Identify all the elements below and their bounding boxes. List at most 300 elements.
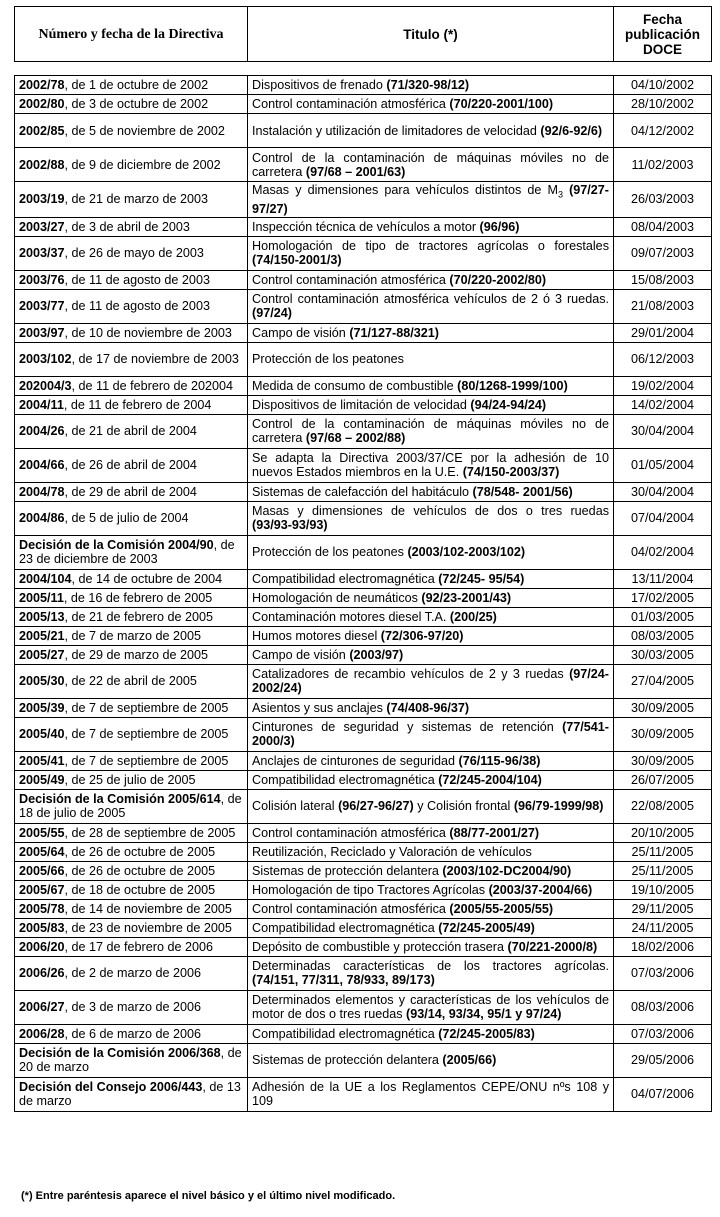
table-row [15,770,712,789]
directive-number-date [15,535,248,569]
directive-date: , de 26 de octubre de 2005 [64,863,216,878]
table-row [15,664,712,698]
directive-number: 2005/78 [19,901,65,916]
directive-number: 2003/19 [19,192,65,207]
title-text: Control contaminación atmosférica vehículos de 2 ó 3 ruedas. [252,292,609,307]
title-text: Compatibilidad electromagnética [252,1026,439,1041]
table-row [15,607,712,626]
base-modified-reference: (97/24-2002/24) [252,667,609,696]
title-text: Determinadas características de los tractores agrícolas. [252,959,609,974]
directive-title [248,607,614,626]
title-text: Sistemas de protección delantera [252,1053,443,1068]
table-row [15,342,712,376]
base-modified-reference: (78/548- 2001/56) [472,484,573,499]
table-row [15,588,712,607]
table-row [15,717,712,751]
directive-title [248,645,614,664]
directive-number-date [15,182,248,218]
title-text: Depósito de combustible y protección trasera [252,939,508,954]
directive-title [248,770,614,789]
directive-number: 2003/37 [19,246,65,261]
doce-publication-date: 19/02/2004 [614,376,712,395]
directive-date: , de 7 de septiembre de 2005 [64,753,229,768]
directive-number-date [15,664,248,698]
directive-title [248,501,614,535]
title-text: Homologación de tipo Tractores Agrícolas [252,882,489,897]
title-text: Cinturones de seguridad y sistemas de retención [252,720,563,735]
doce-publication-date: 18/02/2006 [614,937,712,956]
directive-date: , de 7 de septiembre de 2005 [64,727,229,742]
directive-title [248,414,614,448]
directive-title [248,76,614,95]
title-text: Homologación de tipo de tractores agrícolas o forestales [252,239,609,254]
directive-title [248,899,614,918]
title-text: Masas y dimensiones para vehículos distintos de M [252,183,558,197]
title-text: Contaminación motores diesel T.A. [252,609,450,624]
directive-number-date [15,956,248,990]
directive-date: , de 29 de abril de 2004 [64,484,197,499]
directive-number-date [15,323,248,342]
directive-number: 2004/11 [19,397,64,412]
table-row [15,990,712,1024]
doce-publication-date: 30/03/2005 [614,645,712,664]
directive-number: 2006/28 [19,1026,65,1041]
directive-title [248,956,614,990]
table-row [15,1077,712,1111]
directive-number: 2002/80 [19,97,65,111]
directive-number-date [15,236,248,270]
doce-publication-date: 04/07/2006 [614,1077,712,1111]
directive-number: 2003/27 [19,219,65,234]
doce-publication-date: 07/03/2006 [614,956,712,990]
base-modified-reference: (94/24-94/24) [470,397,547,412]
title-text: Control de la contaminación de máquinas móviles no de carretera [252,417,609,446]
directive-date: , de 7 de septiembre de 2005 [64,700,229,715]
table-row [15,842,712,861]
directive-number: 2004/78 [19,484,65,499]
directive-number: 2004/26 [19,424,65,439]
table-row [15,626,712,645]
base-modified-reference: (97/24) [252,306,292,321]
directive-title [248,270,614,289]
directive-date: , de 21 de febrero de 2005 [64,609,213,624]
directive-date: , de 18 de julio de 2005 [19,792,242,821]
directive-title [248,289,614,323]
base-modified-reference: (80/1268-1999/100) [457,378,568,393]
directive-title [248,342,614,376]
directive-number-date [15,842,248,861]
directive-date: , de 22 de abril de 2005 [64,674,197,689]
doce-publication-date: 08/03/2005 [614,626,712,645]
title-text: Control contaminación atmosférica [252,901,450,916]
directive-number-date [15,114,248,148]
title-text: Anclajes de cinturones de seguridad [252,753,459,768]
base-modified-reference: (72/245- 95/54) [438,571,525,586]
directive-date: , de 21 de abril de 2004 [64,424,197,439]
doce-publication-date: 07/04/2004 [614,501,712,535]
directive-date: , de 9 de diciembre de 2002 [64,157,221,172]
directive-number: 2005/64 [19,844,65,859]
directive-number-date [15,861,248,880]
directive-date: , de 5 de julio de 2004 [64,511,189,526]
directive-title [248,376,614,395]
title-text: Humos motores diesel [252,628,381,643]
base-modified-reference: (70/221-2000/8) [507,939,598,954]
base-modified-reference: (97/27-97/27) [252,183,609,216]
header-fecha-line1: Fecha [642,11,683,27]
directive-number-date [15,76,248,95]
directive-title [248,217,614,236]
directive-title [248,114,614,148]
directives-table [14,75,712,1112]
directive-number: 2002/78 [19,78,65,92]
directive-number-date [15,376,248,395]
directive-number: 2005/40 [19,727,65,742]
directive-number-date [15,270,248,289]
title-text: Protección de los peatones [252,545,408,560]
doce-publication-date: 30/09/2005 [614,751,712,770]
directive-number: 2005/30 [19,674,65,689]
doce-publication-date: 06/12/2003 [614,342,712,376]
doce-publication-date: 01/03/2005 [614,607,712,626]
base-modified-reference: (77/541-2000/3) [252,720,609,749]
table-row [15,1043,712,1077]
doce-publication-date: 22/08/2005 [614,789,712,823]
directive-title [248,717,614,751]
base-modified-reference: (72/245-2005/49) [438,920,535,935]
directive-title [248,182,614,218]
doce-publication-date: 11/02/2003 [614,148,712,182]
table-row [15,880,712,899]
base-modified-reference: (71/127-88/321) [349,325,439,340]
directive-number: 2005/41 [19,753,65,768]
table-row [15,95,712,114]
table-row [15,448,712,482]
doce-publication-date: 21/08/2003 [614,289,712,323]
directive-number: 2006/26 [19,966,65,981]
directive-title [248,535,614,569]
table-row [15,918,712,937]
directive-title [248,861,614,880]
base-modified-reference: (2005/55-2005/55) [449,901,554,916]
directive-number: 2005/39 [19,700,65,715]
directive-number: 2003/77 [19,299,65,314]
footnote: (*) Entre paréntesis aparece el nivel básico y el último nivel modificado. [21,1190,396,1202]
directive-date: , de 11 de febrero de 202004 [71,378,234,393]
directive-number-date [15,95,248,114]
base-modified-reference: (96/96) [479,219,520,234]
directive-title [248,1024,614,1043]
directive-number-date [15,607,248,626]
directive-number-date [15,717,248,751]
doce-publication-date: 08/03/2006 [614,990,712,1024]
directive-title [248,448,614,482]
table-row [15,236,712,270]
table-row [15,698,712,717]
directive-date: , de 21 de marzo de 2003 [64,192,209,207]
directive-number-date [15,289,248,323]
doce-publication-date: 24/11/2005 [614,918,712,937]
table-row [15,751,712,770]
doce-publication-date: 01/05/2004 [614,448,712,482]
directive-date: , de 10 de noviembre de 2003 [64,325,232,340]
table-row [15,645,712,664]
directives-table-body [15,76,712,1112]
directive-date: , de 25 de julio de 2005 [64,772,196,787]
directive-title [248,842,614,861]
directive-number-date [15,937,248,956]
directive-date: , de 6 de marzo de 2006 [64,1026,202,1041]
directive-date: , de 14 de octubre de 2004 [71,571,223,586]
table-row [15,289,712,323]
directive-number: Decisión de la Comisión 2005/614 [19,792,221,807]
directive-number: 2005/49 [19,772,65,787]
directive-title [248,937,614,956]
directive-date: , de 11 de agosto de 2003 [64,272,210,287]
directive-title [248,395,614,414]
doce-publication-date: 04/02/2004 [614,535,712,569]
directive-title [248,236,614,270]
header-table [14,6,712,62]
table-row [15,569,712,588]
title-text: Asientos y sus anclajes [252,700,387,715]
base-modified-reference: (70/220-2001/100) [449,97,554,111]
directive-title [248,789,614,823]
directive-number-date [15,751,248,770]
directive-date: , de 20 de marzo [19,1046,242,1075]
title-text: Determinados elementos y características de los vehículos de motor de dos o tres ruedas [252,993,609,1022]
directive-number: Decisión de la Comisión 2004/90 [19,538,214,553]
title-text: Inspección técnica de vehículos a motor [252,219,480,234]
base-modified-reference: (2003/97) [349,647,404,662]
directive-date: , de 23 de noviembre de 2005 [64,920,232,935]
directive-number: 2005/11 [19,590,64,605]
directive-date: , de 3 de octubre de 2002 [64,97,209,111]
table-row [15,789,712,823]
directive-date: , de 16 de febrero de 2005 [63,590,213,605]
title-text: Compatibilidad electromagnética [252,920,439,935]
directive-number-date [15,1024,248,1043]
header-fecha-line2: publicación [624,26,700,42]
directive-number: 2003/97 [19,325,65,340]
header-fecha-doce [614,7,712,62]
directive-number-date [15,626,248,645]
directive-date: , de 11 de agosto de 2003 [64,299,210,314]
directive-date: , de 3 de marzo de 2006 [64,1000,202,1015]
directive-date: , de 17 de noviembre de 2003 [71,352,239,367]
directive-number: 2006/27 [19,1000,65,1015]
directive-title [248,482,614,501]
directive-number-date [15,789,248,823]
directive-number: 2005/13 [19,609,65,624]
title-text: Dispositivos de limitación de velocidad [252,397,471,412]
title-text: Reutilización, Reciclado y Valoración de vehículos [252,844,532,859]
doce-publication-date: 29/11/2005 [614,899,712,918]
base-modified-reference: (2005/66) [442,1053,497,1068]
base-modified-reference: (74/150-2001/3) [252,253,342,268]
base-modified-reference: (74/408-96/37) [386,700,470,715]
title-text: Instalación y utilización de limitadores de velocidad [252,123,541,138]
directive-date: , de 23 de diciembre de 2003 [19,538,235,567]
base-modified-reference: (72/245-2004/104) [438,772,542,787]
doce-publication-date: 19/10/2005 [614,880,712,899]
directive-title [248,1077,614,1111]
table-row [15,956,712,990]
base-modified-reference: (72/306-97/20) [380,628,464,643]
directive-title [248,626,614,645]
directive-number: 2004/66 [19,458,65,473]
table-row [15,861,712,880]
base-modified-reference: (2003/102-DC2004/90) [442,863,572,878]
base-modified-reference: (96/27-96/27) [338,799,414,814]
table-row [15,414,712,448]
base-modified-reference: (97/68 – 2002/88) [305,431,406,446]
title-text: Medida de consumo de combustible [252,378,458,393]
title-text: Dispositivos de frenado [252,78,387,92]
directive-title [248,918,614,937]
base-modified-reference: (76/115-96/38) [458,753,541,768]
directive-date: , de 1 de octubre de 2002 [64,78,209,92]
directive-number: Decisión de la Comisión 2006/368 [19,1046,221,1061]
title-text: Control de la contaminación de máquinas móviles no de carretera [252,150,609,179]
table-row [15,114,712,148]
base-modified-reference: (92/6-92/6) [540,123,603,138]
directive-number-date [15,342,248,376]
directive-number-date [15,588,248,607]
base-modified-reference: (74/151, 77/311, 78/933, 89/173) [252,973,435,988]
directive-number-date [15,1077,248,1111]
directive-date: , de 26 de abril de 2004 [64,458,197,473]
directive-number-date [15,448,248,482]
doce-publication-date: 28/10/2002 [614,95,712,114]
doce-publication-date: 08/04/2003 [614,217,712,236]
title-text: Adhesión de la UE a los Reglamentos CEPE/ONU nºs 108 y 109 [252,1080,609,1109]
base-modified-reference: (97/68 – 2001/63) [305,164,406,179]
title-text: Control contaminación atmosférica [252,825,450,840]
doce-publication-date: 14/02/2004 [614,395,712,414]
directive-title [248,990,614,1024]
directive-number: Decisión del Consejo 2006/443 [19,1080,203,1095]
directive-title [248,588,614,607]
directive-number-date [15,645,248,664]
directive-date: , de 26 de mayo de 2003 [64,246,204,261]
directive-number-date [15,990,248,1024]
directive-title [248,823,614,842]
base-modified-reference: (72/245-2005/83) [438,1026,535,1041]
directive-date: , de 28 de septiembre de 2005 [64,825,236,840]
directive-number: 2004/104 [19,571,72,586]
doce-publication-date: 29/05/2006 [614,1043,712,1077]
base-modified-reference: (93/93-93/93) [252,518,328,533]
directive-number-date [15,482,248,501]
title-text: Masas y dimensiones de vehículos de dos o tres ruedas [252,504,609,519]
title-text: Compatibilidad electromagnética [252,571,439,586]
title-text: Compatibilidad electromagnética [252,772,439,787]
directive-date: , de 13 de marzo [19,1080,241,1109]
header-numero-fecha: Número y fecha de la Directiva [15,7,248,62]
title-text: Catalizadores de recambio vehículos de 2 y 3 ruedas [252,667,570,682]
table-row [15,535,712,569]
directive-date: , de 26 de octubre de 2005 [64,844,216,859]
base-modified-reference: (71/320-98/12) [386,78,470,92]
header-row [15,7,712,62]
doce-publication-date: 13/11/2004 [614,569,712,588]
doce-publication-date: 07/03/2006 [614,1024,712,1043]
table-row [15,182,712,218]
directive-number-date [15,501,248,535]
table-row [15,395,712,414]
directive-number-date [15,880,248,899]
table-row [15,899,712,918]
header-titulo: Titulo (*) [248,7,614,62]
directive-number-date [15,1043,248,1077]
directive-date: , de 11 de febrero de 2004 [63,397,212,412]
doce-publication-date: 09/07/2003 [614,236,712,270]
base-modified-reference: (2003/37-2004/66) [488,882,593,897]
directive-number-date [15,217,248,236]
table-row [15,1024,712,1043]
table-row [15,76,712,95]
directive-date: , de 18 de octubre de 2005 [64,882,216,897]
directive-number: 2005/66 [19,863,65,878]
directive-date: , de 17 de febrero de 2006 [64,939,213,954]
directive-number-date [15,148,248,182]
doce-publication-date: 20/10/2005 [614,823,712,842]
directive-number-date [15,918,248,937]
directive-date: , de 14 de noviembre de 2005 [64,901,232,916]
title-text-3: y Colisión frontal [413,799,514,814]
doce-publication-date: 29/01/2004 [614,323,712,342]
base-modified-reference: (200/25) [449,609,497,624]
directive-title [248,751,614,770]
doce-publication-date: 04/12/2002 [614,114,712,148]
directive-number: 2003/102 [19,352,72,367]
directive-number: 2005/21 [19,628,65,643]
directive-date: , de 3 de abril de 2003 [64,219,190,234]
directive-number-date [15,395,248,414]
doce-publication-date: 30/04/2004 [614,482,712,501]
directive-title [248,569,614,588]
table-row [15,323,712,342]
base-modified-reference: (93/14, 93/34, 95/1 y 97/24) [406,1007,562,1022]
title-text: Campo de visión [252,647,350,662]
directive-number: 2002/88 [19,157,65,172]
base-modified-reference: (2003/102-2003/102) [407,545,526,560]
header-fecha-line3: DOCE [642,41,682,57]
doce-publication-date: 30/09/2005 [614,698,712,717]
directive-number-date [15,823,248,842]
directive-title [248,698,614,717]
base-modified-reference-2: (96/79-1999/98) [513,799,604,814]
doce-publication-date: 17/02/2005 [614,588,712,607]
title-text: Campo de visión [252,325,350,340]
directive-title [248,95,614,114]
directive-number: 2005/67 [19,882,65,897]
directive-title [248,880,614,899]
doce-publication-date: 04/10/2002 [614,76,712,95]
title-text: Sistemas de calefacción del habitáculo [252,484,473,499]
table-row [15,482,712,501]
directive-number: 2006/20 [19,939,65,954]
doce-publication-date: 26/03/2003 [614,182,712,218]
title-text: Se adapta la Directiva 2003/37/CE por la adhesión de 10 nuevos Estados miembros en la U.E. [252,451,609,480]
doce-publication-date: 27/04/2005 [614,664,712,698]
title-subscript: 3 [557,189,563,200]
doce-publication-date: 15/08/2003 [614,270,712,289]
base-modified-reference: (88/77-2001/27) [449,825,540,840]
directive-date: , de 29 de marzo de 2005 [64,647,209,662]
directive-number-date [15,569,248,588]
